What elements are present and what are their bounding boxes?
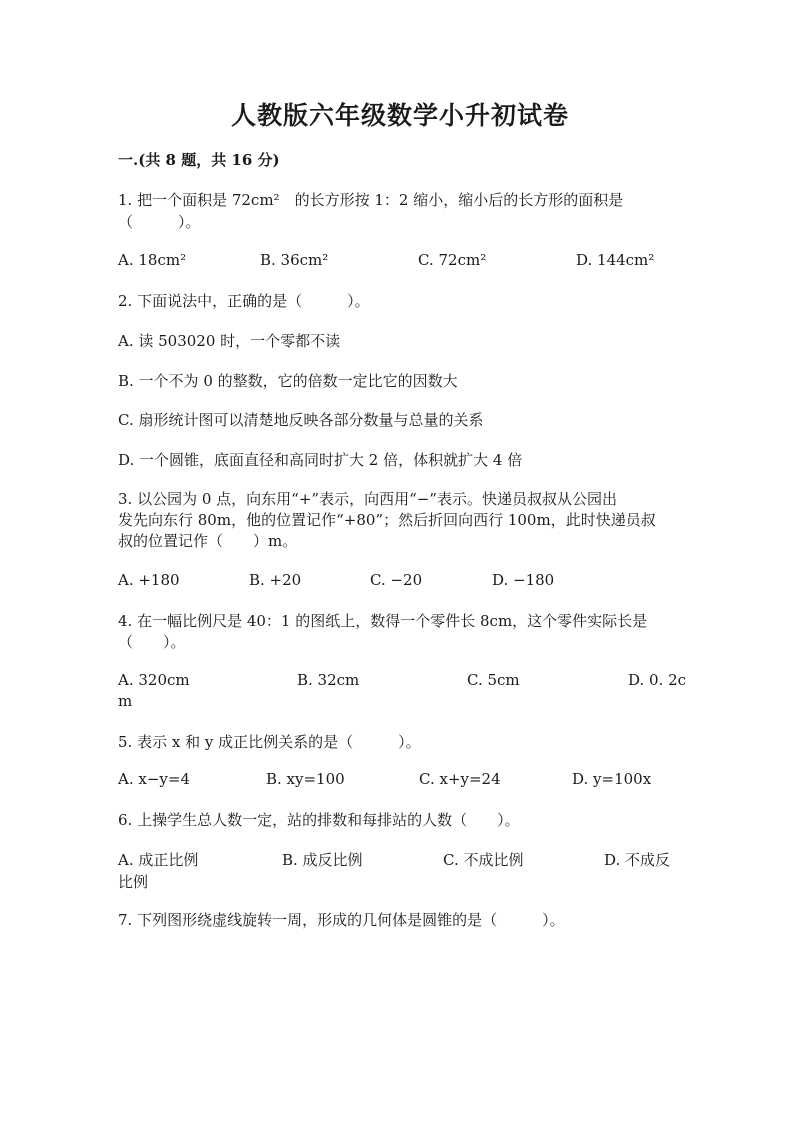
question-6-option-a: A. 成正比例 bbox=[118, 851, 199, 869]
question-6-option-d-wrap: 比例 bbox=[118, 873, 149, 891]
question-3-line-1: 3. 以公园为 0 点，向东用“+”表示，向西用“−”表示。快递员叔叔从公园出 bbox=[118, 490, 617, 508]
question-4-option-c: C. 5cm bbox=[467, 671, 520, 689]
question-1-option-c: C. 72cm² bbox=[418, 251, 487, 269]
question-3-option-a: A. +180 bbox=[118, 571, 180, 589]
question-3-option-c: C. −20 bbox=[370, 571, 423, 589]
question-2-option-b: B. 一个不为 0 的整数，它的倍数一定比它的因数大 bbox=[118, 372, 458, 390]
question-4-line-1: 4. 在一幅比例尺是 40：1 的图纸上，数得一个零件长 8cm，这个零件实际长是 bbox=[118, 612, 648, 630]
question-1-option-a: A. 18cm² bbox=[118, 251, 187, 269]
question-5-option-a: A. x−y=4 bbox=[118, 770, 190, 788]
question-5-option-c: C. x+y=24 bbox=[419, 770, 501, 788]
question-1-line-2: （ ）。 bbox=[118, 213, 201, 231]
question-3-line-3: 叔的位置记作（ ）m。 bbox=[118, 532, 298, 550]
question-3-line-2: 发先向东行 80m，他的位置记作“+80”；然后折回向西行 100m，此时快递员叔 bbox=[118, 511, 656, 529]
question-1-line-1: 1. 把一个面积是 72cm² 的长方形按 1：2 缩小，缩小后的长方形的面积是 bbox=[118, 191, 624, 209]
question-2-option-c: C. 扇形统计图可以清楚地反映各部分数量与总量的关系 bbox=[118, 411, 484, 429]
question-5-line-1: 5. 表示 x 和 y 成正比例关系的是（ ）。 bbox=[118, 733, 421, 751]
question-6-option-c: C. 不成比例 bbox=[443, 851, 524, 869]
question-1-option-b: B. 36cm² bbox=[260, 251, 329, 269]
question-7-line-1: 7. 下列图形绕虚线旋转一周，形成的几何体是圆锥的是（ ）。 bbox=[118, 911, 565, 929]
question-2-option-d: D. 一个圆锥，底面直径和高同时扩大 2 倍，体积就扩大 4 倍 bbox=[118, 451, 523, 469]
question-1-option-d: D. 144cm² bbox=[576, 251, 655, 269]
page-title: 人教版六年级数学小升初试卷 bbox=[230, 101, 569, 130]
question-2-line-1: 2. 下面说法中，正确的是（ ）。 bbox=[118, 292, 370, 310]
question-6-option-d: D. 不成反 bbox=[604, 851, 671, 869]
section-heading: 一.(共 8 题，共 16 分) bbox=[118, 151, 280, 169]
question-4-option-b: B. 32cm bbox=[297, 671, 360, 689]
question-4-option-d: D. 0. 2c bbox=[628, 671, 687, 689]
question-6-line-1: 6. 上操学生总人数一定，站的排数和每排站的人数（ ）。 bbox=[118, 811, 520, 829]
question-3-option-b: B. +20 bbox=[249, 571, 302, 589]
question-4-option-a: A. 320cm bbox=[118, 671, 190, 689]
question-3-option-d: D. −180 bbox=[492, 571, 555, 589]
question-6-option-b: B. 成反比例 bbox=[282, 851, 363, 869]
question-5-option-d: D. y=100x bbox=[572, 770, 652, 788]
question-4-option-d-wrap: m bbox=[118, 692, 133, 710]
question-4-line-2: （ ）。 bbox=[118, 633, 186, 651]
question-2-option-a: A. 读 503020 时，一个零都不读 bbox=[118, 332, 341, 350]
question-5-option-b: B. xy=100 bbox=[266, 770, 345, 788]
